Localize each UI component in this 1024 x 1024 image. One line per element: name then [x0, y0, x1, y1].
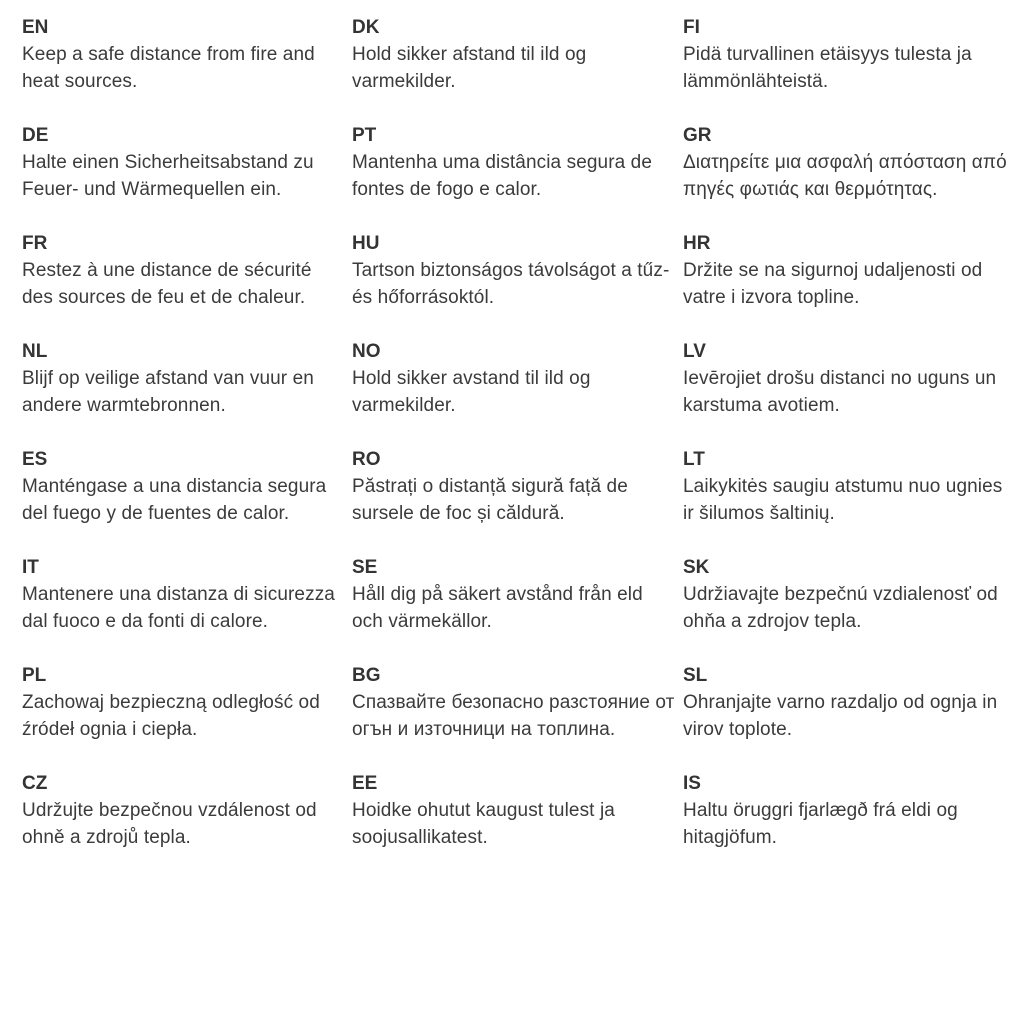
language-entry-hu [352, 230, 677, 311]
language-code: LV [683, 341, 706, 362]
instruction-text: Udržiavajte bezpečnú vzdialenosť od ohňa a zdrojov tepla. [683, 584, 998, 632]
language-entry-es [22, 446, 346, 527]
language-code: DK [352, 17, 380, 38]
language-code: SE [352, 557, 378, 578]
language-entry-pl [22, 662, 346, 743]
language-entry-se [352, 554, 677, 635]
language-entry-fi [683, 14, 1009, 95]
instruction-text: Hold sikker afstand til ild og varmekilder. [352, 44, 587, 92]
language-code: HR [683, 233, 711, 254]
language-code: IT [22, 557, 39, 578]
language-code: PT [352, 125, 377, 146]
language-entry-gr [683, 122, 1009, 203]
language-column-2 [352, 14, 683, 878]
instruction-text: Haltu öruggri fjarlægð frá eldi og hitagjöfum. [683, 800, 958, 848]
instruction-text: Držite se na sigurnoj udaljenosti od vatre i izvora topline. [683, 260, 983, 308]
language-column-3 [683, 14, 1015, 878]
language-entry-no [352, 338, 677, 419]
instruction-text: Ievērojiet drošu distanci no uguns un karstuma avotiem. [683, 368, 997, 416]
instruction-text: Pidä turvallinen etäisyys tulesta ja lämmönlähteistä. [683, 44, 972, 92]
language-code: FI [683, 17, 700, 38]
language-code: GR [683, 125, 712, 146]
instruction-text: Ohranjajte varno razdaljo od ognja in virov toplote. [683, 692, 998, 740]
instruction-text: Hoidke ohutut kaugust tulest ja soojusallikatest. [352, 800, 615, 848]
language-columns [22, 14, 1024, 878]
language-entry-sk [683, 554, 1009, 635]
instruction-text: Restez à une distance de sécurité des sources de feu et de chaleur. [22, 260, 312, 308]
language-entry-it [22, 554, 346, 635]
language-code: HU [352, 233, 380, 254]
language-code: SK [683, 557, 710, 578]
language-code: EE [352, 773, 378, 794]
language-entry-ee [352, 770, 677, 851]
language-code: ES [22, 449, 48, 470]
language-code: IS [683, 773, 701, 794]
language-code: DE [22, 125, 49, 146]
language-entry-cz [22, 770, 346, 851]
instruction-text: Mantenere una distanza di sicurezza dal fuoco e da fonti di calore. [22, 584, 335, 632]
language-code: NL [22, 341, 48, 362]
instruction-text: Păstrați o distanță sigură față de sursele de foc și căldură. [352, 476, 628, 524]
language-code: BG [352, 665, 381, 686]
language-entry-en [22, 14, 346, 95]
instruction-text: Hold sikker avstand til ild og varmekilder. [352, 368, 591, 416]
instruction-text: Halte einen Sicherheitsabstand zu Feuer- und Wärmequellen ein. [22, 152, 314, 200]
language-entry-pt [352, 122, 677, 203]
instruction-text: Διατηρείτε μια ασφαλή απόσταση από πηγές φωτιάς και θερμότητας. [683, 152, 1007, 200]
instruction-text: Udržujte bezpečnou vzdálenost od ohně a zdrojů tepla. [22, 800, 317, 848]
language-entry-dk [352, 14, 677, 95]
language-entry-bg [352, 662, 677, 743]
language-code: LT [683, 449, 705, 470]
language-code: PL [22, 665, 47, 686]
instruction-text: Håll dig på säkert avstånd från eld och värmekällor. [352, 584, 643, 632]
instruction-text: Blijf op veilige afstand van vuur en andere warmtebronnen. [22, 368, 314, 416]
language-entry-nl [22, 338, 346, 419]
instruction-text: Tartson biztonságos távolságot a tűz- és hőforrásoktól. [352, 260, 670, 308]
language-code: CZ [22, 773, 48, 794]
language-entry-sl [683, 662, 1009, 743]
language-code: NO [352, 341, 381, 362]
language-entry-ro [352, 446, 677, 527]
instruction-text: Mantenha uma distância segura de fontes de fogo e calor. [352, 152, 653, 200]
language-code: EN [22, 17, 49, 38]
language-code: SL [683, 665, 708, 686]
language-code: RO [352, 449, 381, 470]
language-entry-de [22, 122, 346, 203]
instruction-text: Keep a safe distance from fire and heat sources. [22, 44, 315, 92]
language-entry-hr [683, 230, 1009, 311]
instruction-text: Laikykitės saugiu atstumu nuo ugnies ir šilumos šaltinių. [683, 476, 1003, 524]
language-entry-fr [22, 230, 346, 311]
instruction-text: Zachowaj bezpieczną odległość od źródeł ognia i ciepła. [22, 692, 320, 740]
language-entry-lv [683, 338, 1009, 419]
language-entry-is [683, 770, 1009, 851]
language-code: FR [22, 233, 48, 254]
language-entry-lt [683, 446, 1009, 527]
instruction-text: Manténgase a una distancia segura del fuego y de fuentes de calor. [22, 476, 327, 524]
instruction-text: Спазвайте безопасно разстояние от огън и източници на топлина. [352, 692, 675, 740]
language-column-1 [22, 14, 352, 878]
